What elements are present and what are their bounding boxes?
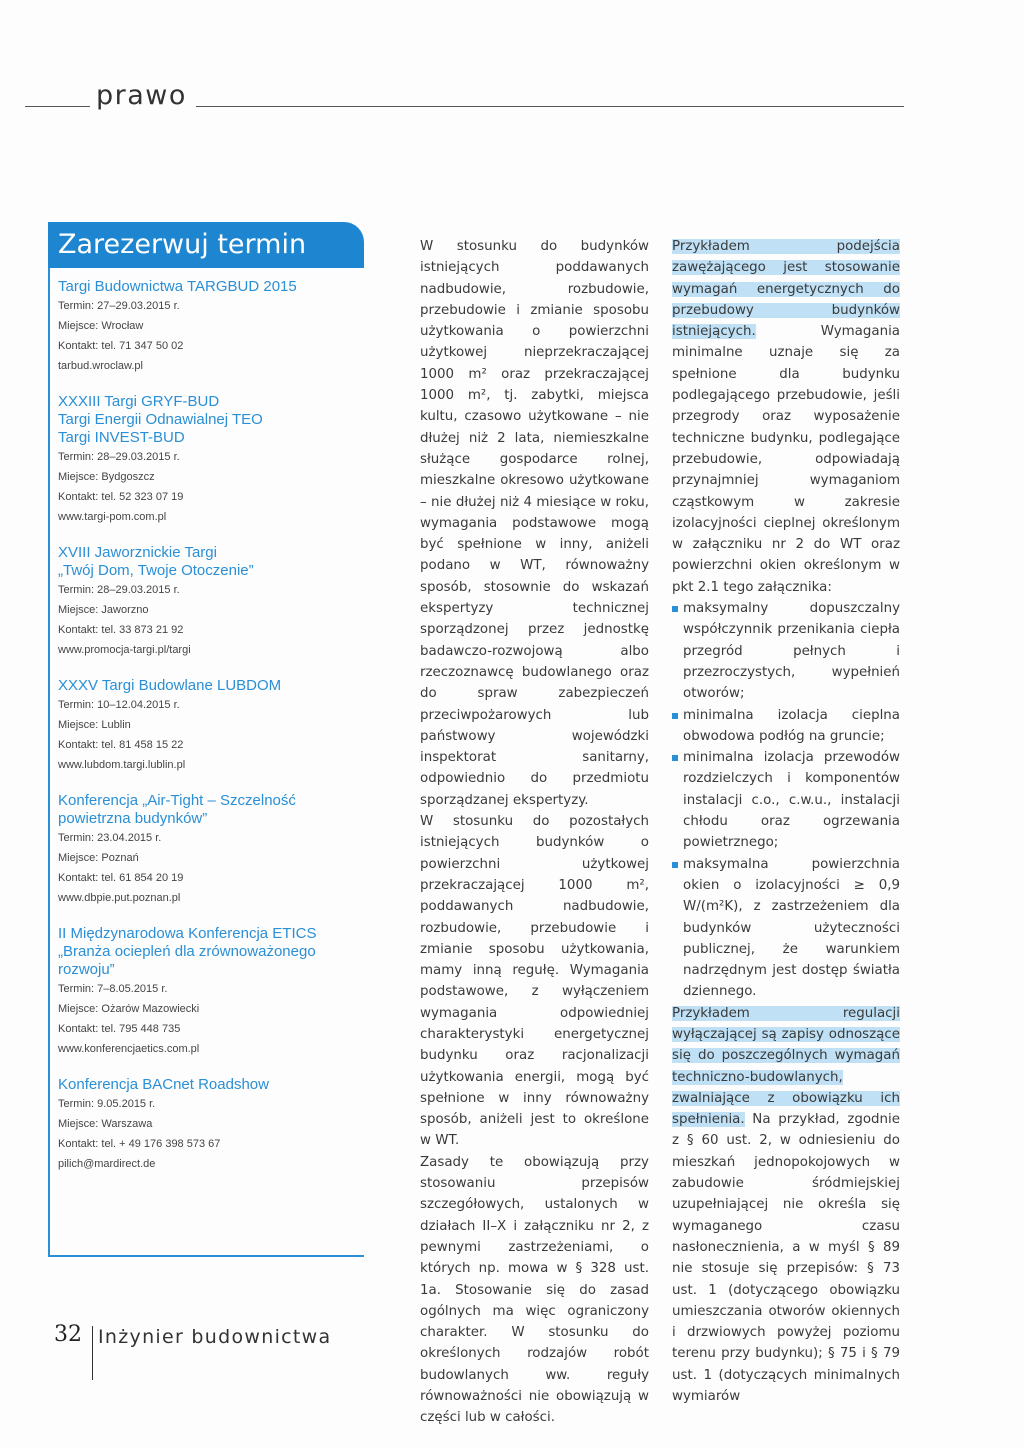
event-contact: Kontakt: tel. 52 323 07 19 [58, 491, 184, 503]
event-contact: Kontakt: tel. 71 347 50 02 [58, 340, 184, 352]
event-place: Miejsce: Bydgoszcz [58, 471, 155, 483]
event-place: Miejsce: Warszawa [58, 1118, 153, 1130]
event-contact: Kontakt: tel. 61 854 20 19 [58, 872, 184, 884]
paragraph: W stosunku do pozostałych istniejących budynków o powierzchni użytkowej przekraczającej 1000 m², poddawanych nadbudowie, rozbudowie, przebudowie i zmianie sposobu użytkowania, mamy inną regułę. Wymagania podstawowe, z wyłączeniem wymagania odpowiedniej charakterystyki energetycznej budynku oraz racjonalizacji użytkowania energii, mogą być spełnione w inny równoważny sposób, aniżeli jest to określone w WT. [420, 814, 649, 1149]
list-item: maksymalna powierzchnia okien o izolacyjności ≥ 0,9 W/(m²K), z zastrzeżeniem dla budynków użyteczności publicznej, że warunkiem nadrzędnym jest dostęp światła dziennego. [672, 854, 900, 1003]
event-title: XXXIII Targi GRYF-BUD Targi Energii Odnawialnej TEO Targi INVEST-BUD [58, 393, 263, 446]
events-sidebar [48, 222, 364, 1257]
paragraph [672, 236, 900, 598]
event-link[interactable]: www.lubdom.targi.lublin.pl [58, 759, 186, 771]
event-link[interactable]: www.targi-pom.com.pl [58, 511, 167, 523]
event-item [58, 792, 358, 908]
event-place: Miejsce: Wrocław [58, 320, 144, 332]
highlighted-text: Przykładem podejścia zawężającego jest stosowanie wymagań energetycznych do przebudowy budynków istniejących. [672, 239, 900, 340]
event-item [58, 544, 358, 660]
list-item: maksymalny dopuszczalny współczynnik przenikania ciepła przegród pełnych i przezroczystych, wypełnień otworów; [672, 598, 900, 704]
event-email[interactable]: pilich@mardirect.de [58, 1158, 156, 1170]
list-item: minimalna izolacja przewodów rozdzielczych i komponentów instalacji c.o., c.w.u., instalacji chłodu oraz ogrzewania powietrznego; [672, 747, 900, 853]
event-place: Miejsce: Poznań [58, 852, 139, 864]
event-item [58, 393, 358, 527]
event-title: Konferencja BACnet Roadshow [58, 1076, 269, 1093]
event-place: Miejsce: Ożarów Mazowiecki [58, 1003, 200, 1015]
event-title: XXXV Targi Budowlane LUBDOM [58, 677, 282, 694]
paragraph: W stosunku do budynków istniejących poddawanych nadbudowie, rozbudowie, przebudowie i zmianie sposobu użytkowania o powierzchni użytkowej nieprzekraczającej 1000 m² oraz przekraczającej 1000 m², tj. zabytki, miejsca kultu, czasowo użytkowane – nie dłużej niż 2 lata, niemieszkalne służące gospodarce rolnej, mieszkalne okresowo użytkowane – nie dłużej niż 4 miesiące w roku, wymagania podstawowe mogą być spełnione w inny, aniżeli podano w WT, równoważny sposób, stosownie do wskazań ekspertyzy technicznej sporządzonej przez jednostkę badawczo-rozwojową albo rzeczoznawcę budowlanego oraz do spraw zabezpieczeń przeciwpożarowych lub państwowy wojewódzki inspektorat sanitarny, odpowiednio do przedmiotu sporządzanej ekspertyzy. [420, 239, 649, 808]
event-date: Termin: 28–29.03.2015 r. [58, 584, 180, 596]
event-date: Termin: 28–29.03.2015 r. [58, 451, 180, 463]
event-link[interactable]: www.konferencjaetics.com.pl [58, 1043, 200, 1055]
event-date: Termin: 7–8.05.2015 r. [58, 983, 168, 995]
event-item [58, 278, 358, 376]
event-date: Termin: 27–29.03.2015 r. [58, 300, 180, 312]
paragraph-text: Wymagania minimalne uznaje się za spełnione dla budynku podlegającego przebudowie, jeśli przegrody oraz wyposażenie techniczne budynku, podlegające przebudowie, odpowiadają przynajmniej wymaganiom cząstkowym w zakresie izolacyjności cieplnej określonym w załączniku nr 2 do WT oraz powierzchni okien określonym w pkt 2.1 tego załącznika: [672, 324, 900, 595]
paragraph-text: Na przykład, zgodnie z § 60 ust. 2, w odniesieniu do mieszkań jednopokojowych w zabudowie śródmiejskiej uzupełniającej nie określa się wymaganego czasu nasłonecznienia, a w myśl § 89 nie stosuje się przepisów: § 73 ust. 1 (dotyczącego obowiązku umieszczania otworów okiennych i drzwiowych powyżej poziomu terenu przy budynku); § 75 i § 79 ust. 1 (dotyczących minimalnych wymiarów [672, 1112, 900, 1405]
event-date: Termin: 23.04.2015 r. [58, 832, 162, 844]
paragraph: Zasady te obowiązują przy stosowaniu przepisów szczegółowych, ustalonych w działach II–X i załączniku nr 2, z pewnymi zastrzeżeniami, o których np. mowa w § 328 ust. 1a. Stosowanie się do zasad ogólnych ma więc ograniczony charakter. W stosunku do określonych rodzajów robót budowlanych ww. reguły równoważności nie obowiązują w części lub w całości. [420, 1154, 649, 1426]
footer-divider [92, 1326, 93, 1380]
event-title [58, 278, 358, 296]
event-contact: Kontakt: tel. 795 448 735 [58, 1023, 181, 1035]
sidebar-heading: Zarezerwuj termin [48, 222, 364, 268]
event-title: II Międzynarodowa Konferencja ETICS „Branża ociepleń dla zrównoważonego rozwoju” [58, 925, 317, 978]
magazine-name: Inżynier budownictwa [98, 1326, 332, 1348]
article-column-right [672, 236, 900, 1407]
event-item [58, 677, 358, 775]
section-title: prawo [96, 80, 187, 111]
event-place: Miejsce: Lublin [58, 719, 131, 731]
event-link[interactable]: tarbud.wroclaw.pl [58, 360, 143, 372]
event-item [58, 925, 358, 1059]
requirements-list [672, 598, 900, 1003]
event-contact: Kontakt: tel. + 49 176 398 573 67 [58, 1138, 221, 1150]
header-rule-right [196, 106, 904, 107]
highlighted-text: Przykładem regulacji wyłączającej są zapisy odnoszące się do poszczególnych wymagań techniczno-budowlanych, zwalniające z obowiązku ich spełnienia. [672, 1005, 900, 1128]
event-link[interactable]: www.dbpie.put.poznan.pl [58, 892, 181, 904]
page-number: 32 [54, 1322, 82, 1347]
paragraph [672, 1003, 900, 1408]
event-title: XVIII Jaworznickie Targi „Twój Dom, Twoje Otoczenie” [58, 544, 254, 579]
event-date: Termin: 9.05.2015 r. [58, 1098, 156, 1110]
header-rule-left [25, 106, 90, 107]
event-contact: Kontakt: tel. 33 873 21 92 [58, 624, 184, 636]
event-title: Konferencja „Air-Tight – Szczelność powietrzna budynków” [58, 792, 296, 827]
list-item: minimalna izolacja cieplna obwodowa podłóg na gruncie; [672, 705, 900, 748]
event-item [58, 1076, 358, 1174]
article-column-middle [420, 236, 649, 1429]
event-date: Termin: 10–12.04.2015 r. [58, 699, 180, 711]
events-list [58, 278, 358, 1191]
event-place: Miejsce: Jaworzno [58, 604, 149, 616]
event-title-text: Targi Budownictwa TARGBUD 2015 [58, 278, 297, 295]
event-link[interactable]: www.promocja-targi.pl/targi [58, 644, 191, 656]
event-contact: Kontakt: tel. 81 458 15 22 [58, 739, 184, 751]
